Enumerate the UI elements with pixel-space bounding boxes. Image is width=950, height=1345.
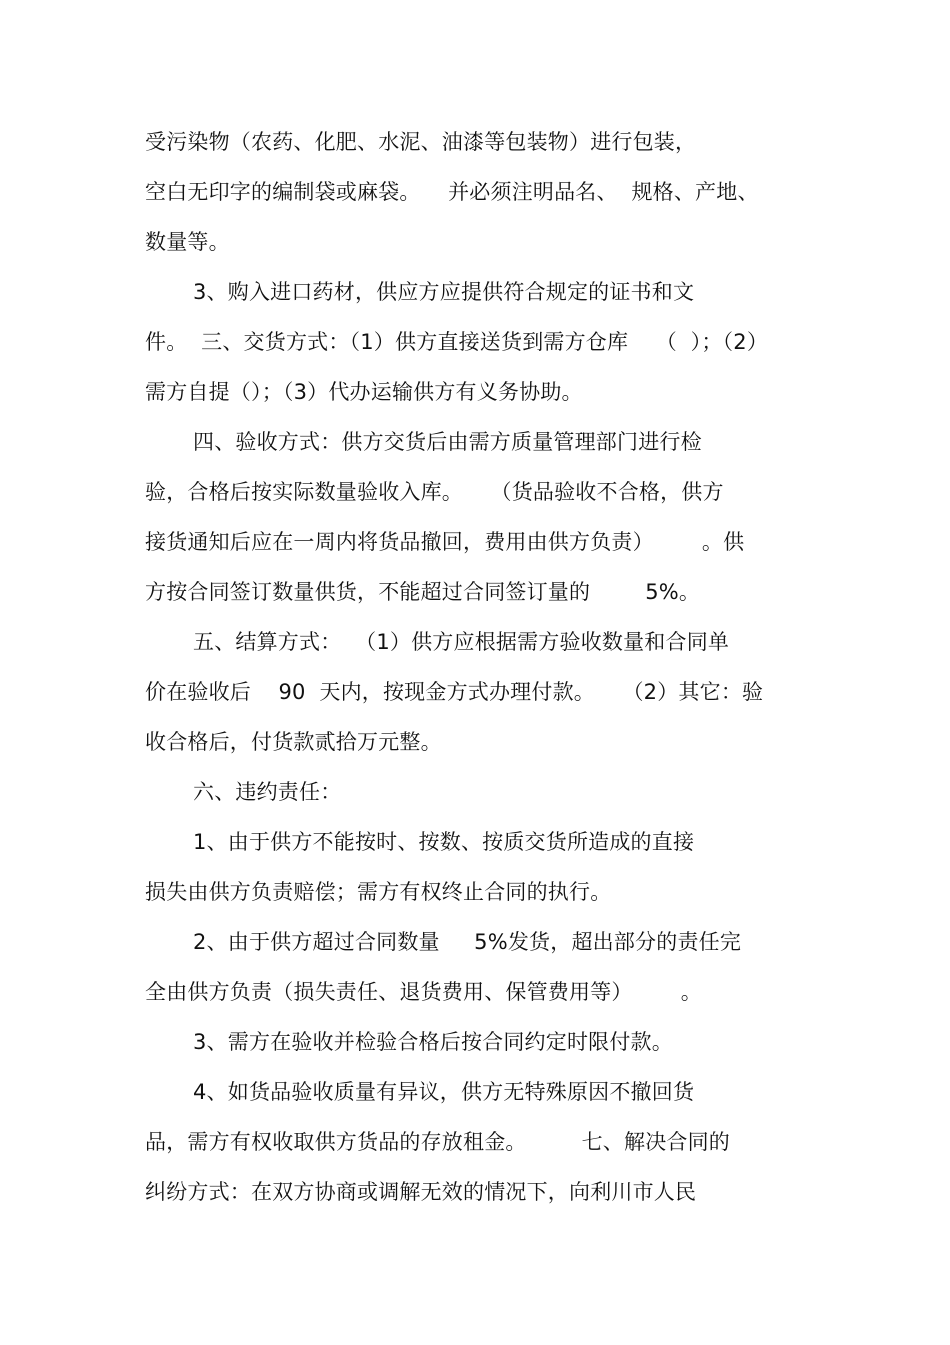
text-line: 纠纷方式：在双方协商或调解无效的情况下，向利川市人民	[145, 1180, 697, 1204]
text-line: 四、验收方式：供方交货后由需方质量管理部门进行检	[193, 430, 702, 454]
text-line: 全由供方负责（损失责任、退货费用、保管费用等） 。	[145, 980, 702, 1004]
text-line: 数量等。	[145, 230, 230, 254]
text-line: 需方自提（）；（3）代办运输供方有义务协助。	[145, 380, 583, 404]
text-line: 方按合同签订数量供货，不能超过合同签订量的 5%。	[145, 580, 701, 604]
text-line: 2、由于供方超过合同数量 5%发货，超出部分的责任完	[193, 930, 742, 954]
text-line: 4、如货品验收质量有异议，供方无特殊原因不撤回货	[193, 1080, 695, 1104]
text-line: 验，合格后按实际数量验收入库。 （货品验收不合格，供方	[145, 480, 724, 504]
text-line: 3、需方在验收并检验合格后按合同约定时限付款。	[193, 1030, 673, 1054]
text-line: 受污染物（农药、化肥、水泥、油漆等包装物）进行包装，	[145, 130, 697, 154]
text-line: 接货通知后应在一周内将货品撤回，费用由供方负责） 。供	[145, 530, 745, 554]
text-line: 件。 三、交货方式：（1）供方直接送货到需方仓库 （ ）；（2）	[145, 330, 769, 354]
text-line: 五、结算方式： （1）供方应根据需方验收数量和合同单	[193, 630, 730, 654]
text-line: 六、违约责任：	[193, 780, 342, 804]
text-line: 损失由供方负责赔偿；需方有权终止合同的执行。	[145, 880, 612, 904]
text-line: 1、由于供方不能按时、按数、按质交货所造成的直接	[193, 830, 695, 854]
text-line: 品，需方有权收取供方货品的存放租金。 七、解决合同的	[145, 1130, 730, 1154]
text-line: 3、购入进口药材，供应方应提供符合规定的证书和文	[193, 280, 695, 304]
text-line: 空白无印字的编制袋或麻袋。 并必须注明品名、 规格、产地、	[145, 180, 759, 204]
text-line: 收合格后，付货款贰拾万元整。	[145, 730, 442, 754]
text-line: 价在验收后 90 天内，按现金方式办理付款。 （2）其它：验	[145, 680, 764, 704]
